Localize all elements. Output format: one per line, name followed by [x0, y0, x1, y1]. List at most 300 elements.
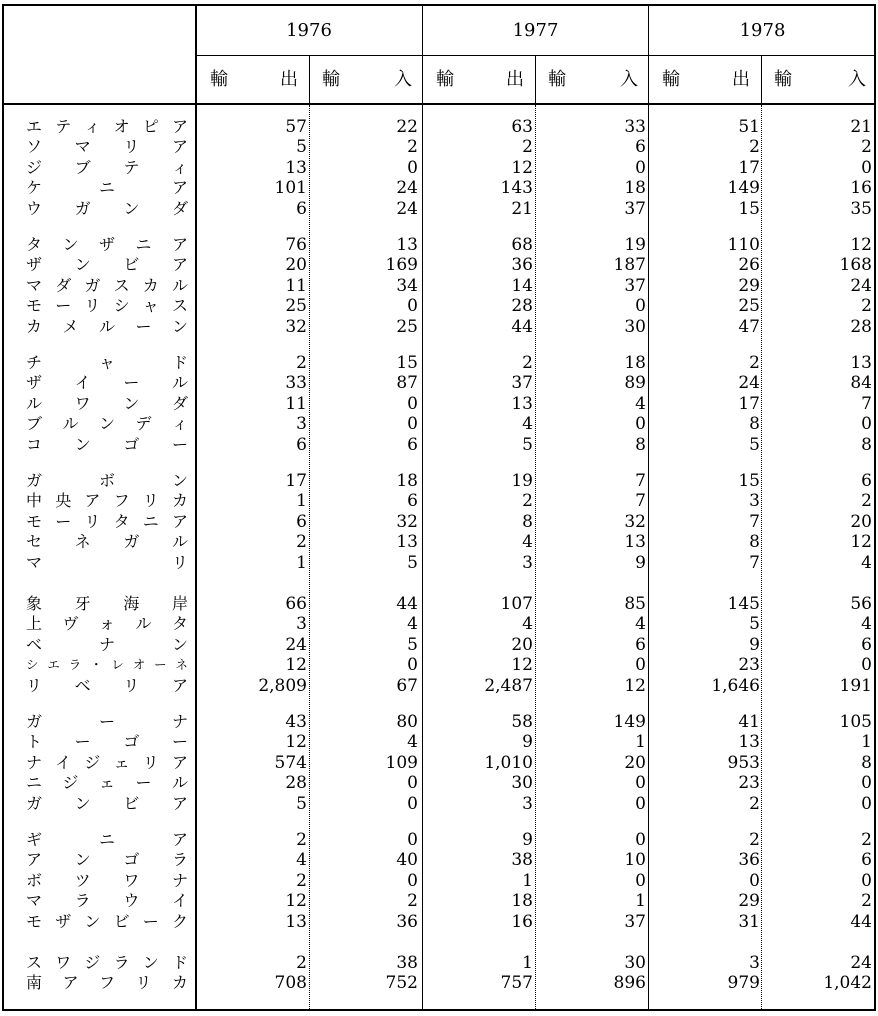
import-value: 6: [407, 491, 418, 512]
export-value: 4: [296, 850, 307, 871]
import-value: 5: [407, 552, 418, 573]
import-value: 0: [861, 655, 872, 676]
import-value: 109: [385, 752, 418, 773]
table-row: [0, 953, 878, 973]
table-row: [0, 255, 878, 275]
import-value: 0: [635, 414, 646, 435]
import-value: 34: [396, 275, 418, 296]
import-value: 6: [407, 434, 418, 455]
export-value: 3: [522, 793, 533, 814]
export-value: 19: [511, 471, 533, 491]
import-value: 20: [624, 752, 646, 773]
export-value: 708: [274, 973, 307, 994]
import-value: 4: [635, 614, 646, 635]
export-value: 21: [511, 198, 533, 219]
import-value: 2: [407, 137, 418, 158]
export-value: 9: [522, 830, 533, 850]
export-value: 4: [522, 532, 533, 553]
export-value: 28: [511, 296, 533, 317]
import-value: 6: [861, 850, 872, 871]
export-value: 2: [296, 353, 307, 373]
country-name: ウ ガ ン ダ: [26, 198, 188, 218]
import-value: 191: [839, 675, 872, 696]
country-name: エ テ ィ オ ピ ア: [26, 117, 188, 136]
table-row: [0, 235, 878, 255]
export-value: 8: [749, 414, 760, 435]
export-value: 2: [749, 830, 760, 850]
export-value: 18: [511, 891, 533, 912]
table-row: [0, 532, 878, 552]
import-value: 37: [624, 198, 646, 219]
import-value: 67: [396, 675, 418, 696]
import-value: 89: [624, 373, 646, 394]
export-value: 2,809: [258, 675, 307, 696]
export-value: 31: [738, 911, 760, 932]
country-name: ニ ジ ェ ー ル: [26, 773, 188, 793]
row-group: [0, 471, 878, 573]
country-name: ガ ボ ン: [26, 471, 188, 490]
table-row: [0, 317, 878, 337]
export-value: 3: [296, 414, 307, 435]
country-name: コ ン ゴ ー: [26, 434, 188, 454]
row-group: [0, 953, 878, 994]
sub-column-divider: [761, 55, 762, 104]
country-name: カ メ ル ー ン: [26, 316, 188, 336]
table-row: [0, 635, 878, 655]
export-value: 13: [738, 732, 760, 753]
country-name: ジ ブ テ ィ: [26, 157, 188, 177]
country-name: シ エ ラ ・ レ オ ー ネ: [26, 657, 188, 673]
import-value: 18: [396, 471, 418, 491]
import-value: 0: [635, 296, 646, 317]
export-value: 2: [296, 830, 307, 850]
import-value: 13: [396, 235, 418, 255]
table-row: [0, 871, 878, 891]
header-divider: [2, 103, 876, 105]
import-value: 0: [407, 830, 418, 850]
export-value: 68: [511, 235, 533, 255]
export-value: 110: [727, 235, 760, 255]
border-bottom: [2, 1009, 876, 1011]
export-value: 8: [522, 511, 533, 532]
export-value: 2: [522, 137, 533, 158]
import-value: 15: [396, 353, 418, 373]
import-value: 28: [850, 316, 872, 337]
country-name: マ リ: [26, 552, 188, 572]
export-value: 41: [738, 712, 760, 732]
export-value: 1: [522, 870, 533, 891]
import-value: 32: [624, 511, 646, 532]
import-value: 37: [624, 911, 646, 932]
export-value: 30: [511, 773, 533, 794]
country-name: ガ ー ナ: [26, 712, 188, 731]
subheader-export: 輸 出: [210, 69, 298, 90]
export-value: 33: [285, 373, 307, 394]
import-value: 6: [635, 634, 646, 655]
import-value: 0: [635, 830, 646, 850]
table-row: [0, 199, 878, 219]
import-value: 19: [624, 235, 646, 255]
import-value: 35: [850, 198, 872, 219]
export-value: 143: [500, 178, 533, 199]
import-value: 0: [635, 157, 646, 178]
row-group: [0, 117, 878, 219]
export-value: 51: [738, 117, 760, 137]
country-name: モ ー リ タ ニ ア: [26, 511, 188, 531]
export-value: 149: [727, 178, 760, 199]
import-value: 0: [407, 393, 418, 414]
table-row: [0, 676, 878, 696]
export-value: 12: [511, 157, 533, 178]
export-value: 1: [296, 552, 307, 573]
import-value: 32: [396, 511, 418, 532]
export-value: 979: [727, 973, 760, 994]
export-value: 37: [511, 373, 533, 394]
import-value: 44: [850, 911, 872, 932]
export-value: 11: [285, 393, 307, 414]
export-value: 36: [511, 255, 533, 276]
import-value: 12: [850, 235, 872, 255]
export-value: 47: [738, 316, 760, 337]
country-name: ザ ン ビ ア: [26, 255, 188, 275]
table-row: [0, 553, 878, 573]
country-name: マ ダ ガ ス カ ル: [26, 275, 188, 295]
table-row: [0, 414, 878, 434]
country-name: ブ ル ン デ ィ: [26, 414, 188, 434]
row-group: [0, 594, 878, 696]
country-name: 中 央 ア フ リ カ: [26, 491, 188, 511]
export-value: 32: [285, 316, 307, 337]
import-value: 44: [396, 594, 418, 614]
year-header-1977: 1977: [512, 20, 559, 41]
import-value: 2: [861, 891, 872, 912]
import-value: 87: [396, 373, 418, 394]
export-value: 3: [522, 552, 533, 573]
import-value: 13: [396, 532, 418, 553]
import-value: 7: [861, 393, 872, 414]
export-value: 58: [511, 712, 533, 732]
import-value: 22: [396, 117, 418, 137]
export-value: 15: [738, 471, 760, 491]
import-value: 0: [407, 414, 418, 435]
import-value: 0: [407, 157, 418, 178]
row-group: [0, 830, 878, 932]
import-value: 18: [624, 178, 646, 199]
import-value: 4: [407, 732, 418, 753]
subheader-export: 輸 出: [662, 69, 750, 90]
country-name: チ ャ ド: [26, 353, 188, 372]
border-top: [2, 4, 876, 6]
export-value: 953: [727, 752, 760, 773]
import-value: 38: [396, 953, 418, 973]
country-name: ボ ツ ワ ナ: [26, 870, 188, 890]
country-name: ア ン ゴ ラ: [26, 850, 188, 870]
import-value: 1: [635, 732, 646, 753]
export-value: 24: [738, 373, 760, 394]
export-value: 38: [511, 850, 533, 871]
subheader-import: 輸 入: [548, 69, 638, 90]
export-value: 3: [749, 491, 760, 512]
year-header-1978: 1978: [739, 20, 786, 41]
table-row: [0, 435, 878, 455]
export-value: 26: [738, 255, 760, 276]
import-value: 1,042: [823, 973, 872, 994]
import-value: 2: [861, 137, 872, 158]
export-value: 76: [285, 235, 307, 255]
table-row: [0, 912, 878, 932]
export-value: 20: [511, 634, 533, 655]
import-value: 20: [850, 511, 872, 532]
export-value: 5: [749, 434, 760, 455]
country-name: ル ワ ン ダ: [26, 393, 188, 413]
export-value: 17: [738, 157, 760, 178]
country-name: リ ベ リ ア: [26, 675, 188, 695]
import-value: 1: [861, 732, 872, 753]
export-value: 5: [296, 137, 307, 158]
export-value: 29: [738, 275, 760, 296]
table-row: [0, 491, 878, 511]
export-value: 1: [522, 953, 533, 973]
table-row: [0, 614, 878, 634]
import-value: 0: [407, 773, 418, 794]
import-value: 0: [635, 655, 646, 676]
table-row: [0, 773, 878, 793]
import-value: 13: [850, 353, 872, 373]
import-value: 6: [861, 471, 872, 491]
country-name: 南 ア フ リ カ: [26, 973, 188, 993]
import-value: 0: [635, 793, 646, 814]
import-value: 4: [861, 552, 872, 573]
export-value: 145: [727, 594, 760, 614]
table-row: [0, 732, 878, 752]
table-row: [0, 655, 878, 675]
import-value: 6: [635, 137, 646, 158]
import-value: 30: [624, 953, 646, 973]
export-value: 6: [296, 434, 307, 455]
import-value: 12: [850, 532, 872, 553]
export-value: 57: [285, 117, 307, 137]
table-row: [0, 973, 878, 993]
country-name: ナ イ ジ ェ リ ア: [26, 752, 188, 772]
subheader-import: 輸 入: [774, 69, 866, 90]
import-value: 0: [861, 870, 872, 891]
import-value: 1: [635, 891, 646, 912]
table-row: [0, 594, 878, 614]
export-value: 3: [296, 614, 307, 635]
import-value: 8: [861, 434, 872, 455]
country-name: ス ワ ジ ラ ン ド: [26, 953, 188, 972]
import-value: 0: [861, 793, 872, 814]
export-value: 28: [285, 773, 307, 794]
export-value: 757: [500, 973, 533, 994]
export-value: 12: [285, 655, 307, 676]
export-value: 44: [511, 316, 533, 337]
country-name: ケ ニ ア: [26, 178, 188, 198]
country-name: ト ー ゴ ー: [26, 732, 188, 752]
sub-column-divider: [309, 55, 310, 104]
import-value: 4: [407, 614, 418, 635]
export-value: 574: [274, 752, 307, 773]
import-value: 33: [624, 117, 646, 137]
export-value: 101: [274, 178, 307, 199]
export-value: 2: [522, 353, 533, 373]
import-value: 0: [635, 773, 646, 794]
export-value: 107: [500, 594, 533, 614]
export-value: 5: [522, 434, 533, 455]
country-name: ソ マ リ ア: [26, 137, 188, 157]
export-value: 13: [285, 157, 307, 178]
import-value: 187: [613, 255, 646, 276]
import-value: 84: [850, 373, 872, 394]
table-row: [0, 394, 878, 414]
export-value: 23: [738, 773, 760, 794]
import-value: 18: [624, 353, 646, 373]
import-value: 169: [385, 255, 418, 276]
country-name: セ ネ ガ ル: [26, 532, 188, 552]
import-value: 0: [861, 414, 872, 435]
import-value: 7: [635, 491, 646, 512]
country-name: 象 牙 海 岸: [26, 594, 188, 613]
import-value: 36: [396, 911, 418, 932]
export-value: 12: [511, 655, 533, 676]
import-value: 4: [861, 614, 872, 635]
export-value: 63: [511, 117, 533, 137]
import-value: 24: [850, 953, 872, 973]
export-value: 16: [511, 911, 533, 932]
export-value: 5: [749, 614, 760, 635]
import-value: 752: [385, 973, 418, 994]
export-value: 12: [285, 891, 307, 912]
sub-column-divider: [535, 55, 536, 104]
import-value: 12: [624, 675, 646, 696]
table-row: [0, 753, 878, 773]
export-value: 9: [749, 634, 760, 655]
export-value: 20: [285, 255, 307, 276]
country-name: 上 ヴ ォ ル タ: [26, 614, 188, 634]
import-value: 0: [407, 655, 418, 676]
import-value: 0: [635, 870, 646, 891]
export-value: 2: [749, 137, 760, 158]
import-value: 80: [396, 712, 418, 732]
table-row: [0, 276, 878, 296]
country-name: マ ラ ウ イ: [26, 891, 188, 911]
import-value: 10: [624, 850, 646, 871]
export-value: 2: [296, 870, 307, 891]
export-value: 1: [296, 491, 307, 512]
import-value: 2: [861, 830, 872, 850]
export-value: 12: [285, 732, 307, 753]
export-value: 11: [285, 275, 307, 296]
export-value: 2: [749, 793, 760, 814]
subheader-export: 輸 出: [436, 69, 524, 90]
table-row: [0, 117, 878, 137]
table-row: [0, 471, 878, 491]
country-name: ザ イ ー ル: [26, 373, 188, 393]
export-value: 29: [738, 891, 760, 912]
export-value: 13: [511, 393, 533, 414]
export-value: 43: [285, 712, 307, 732]
row-group: [0, 712, 878, 814]
subheader-import: 輸 入: [322, 69, 412, 90]
export-value: 2: [296, 953, 307, 973]
import-value: 24: [850, 275, 872, 296]
export-value: 13: [285, 911, 307, 932]
table-row: [0, 891, 878, 911]
export-value: 7: [749, 552, 760, 573]
export-value: 3: [749, 953, 760, 973]
table-row: [0, 794, 878, 814]
export-value: 5: [296, 793, 307, 814]
export-value: 66: [285, 594, 307, 614]
import-value: 0: [861, 773, 872, 794]
import-value: 37: [624, 275, 646, 296]
export-value: 2,487: [484, 675, 533, 696]
export-value: 17: [285, 471, 307, 491]
export-value: 25: [738, 296, 760, 317]
table-row: [0, 296, 878, 316]
export-value: 7: [749, 511, 760, 532]
export-value: 17: [738, 393, 760, 414]
export-value: 2: [749, 353, 760, 373]
export-value: 24: [285, 634, 307, 655]
import-value: 168: [839, 255, 872, 276]
import-value: 2: [861, 491, 872, 512]
import-value: 6: [861, 634, 872, 655]
import-value: 5: [407, 634, 418, 655]
import-value: 21: [850, 117, 872, 137]
country-name: タ ン ザ ニ ア: [26, 235, 188, 254]
export-value: 25: [285, 296, 307, 317]
import-value: 0: [407, 870, 418, 891]
country-name: モ ー リ シ ャ ス: [26, 296, 188, 316]
country-name: ギ ニ ア: [26, 830, 188, 849]
table-row: [0, 850, 878, 870]
export-value: 1,646: [711, 675, 760, 696]
import-value: 13: [624, 532, 646, 553]
year-header-1976: 1976: [286, 20, 332, 41]
export-value: 6: [296, 511, 307, 532]
import-value: 7: [635, 471, 646, 491]
export-value: 2: [296, 532, 307, 553]
import-value: 24: [396, 198, 418, 219]
export-value: 23: [738, 655, 760, 676]
country-name: ガ ン ビ ア: [26, 793, 188, 813]
row-group: [0, 353, 878, 455]
import-value: 2: [407, 891, 418, 912]
import-value: 149: [613, 712, 646, 732]
export-value: 4: [522, 414, 533, 435]
table-row: [0, 512, 878, 532]
import-value: 2: [861, 296, 872, 317]
export-value: 15: [738, 198, 760, 219]
row-group: [0, 235, 878, 337]
export-value: 36: [738, 850, 760, 871]
import-value: 9: [635, 552, 646, 573]
import-value: 56: [850, 594, 872, 614]
export-value: 6: [296, 198, 307, 219]
import-value: 8: [861, 752, 872, 773]
import-value: 8: [635, 434, 646, 455]
table-row: [0, 137, 878, 157]
import-value: 896: [613, 973, 646, 994]
year-divider: [196, 55, 876, 56]
table-row: [0, 712, 878, 732]
import-value: 4: [635, 393, 646, 414]
import-value: 30: [624, 316, 646, 337]
import-value: 0: [407, 793, 418, 814]
table-row: [0, 178, 878, 198]
import-value: 25: [396, 316, 418, 337]
